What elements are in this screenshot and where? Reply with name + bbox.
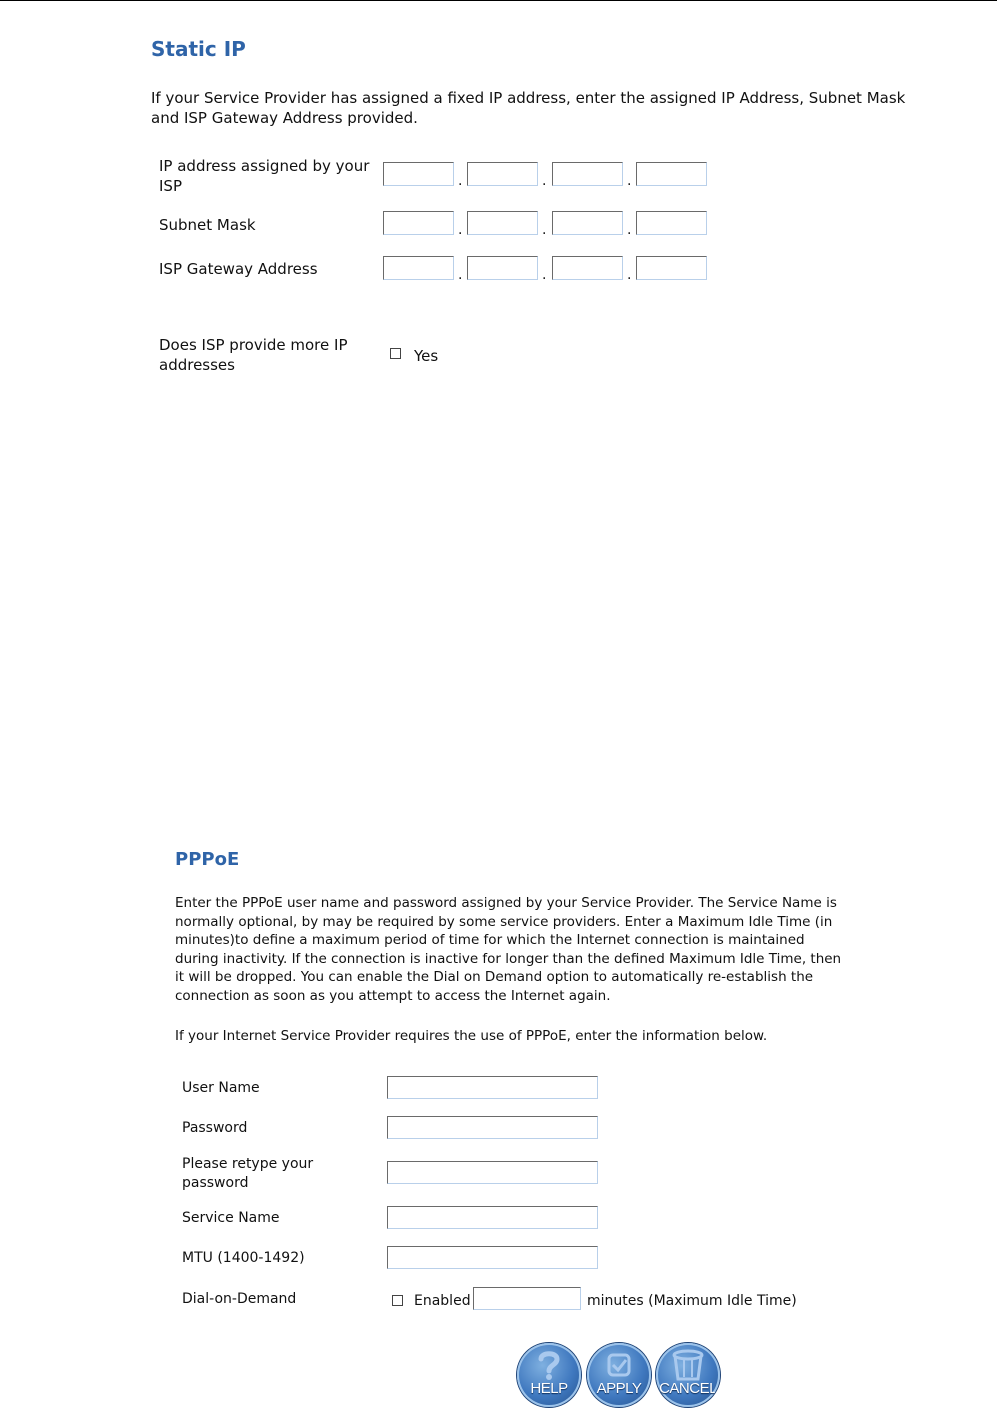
mtu-label: MTU (1400-1492) (182, 1250, 305, 1266)
pppoe-title: PPPoE (175, 849, 240, 870)
user-name-label: User Name (182, 1080, 260, 1096)
help-button-label: HELP (530, 1380, 568, 1397)
question-mark-icon (517, 1347, 581, 1381)
ip-address-label: IP address assigned by your ISP (159, 157, 370, 195)
ip-separator: . (542, 173, 547, 189)
idle-time-input[interactable] (473, 1287, 581, 1310)
password-input[interactable] (387, 1116, 598, 1139)
cancel-button-label: CANCEL (659, 1380, 717, 1397)
apply-button-label: APPLY (596, 1380, 642, 1397)
trash-can-icon (656, 1347, 720, 1381)
service-name-input[interactable] (387, 1206, 598, 1229)
subnet-separator: . (627, 222, 632, 238)
retype-password-input[interactable] (387, 1161, 598, 1184)
gateway-octet-1[interactable] (383, 256, 454, 280)
enabled-label: Enabled (414, 1293, 471, 1309)
gateway-separator: . (458, 267, 463, 283)
retype-password-label: Please retype your password (182, 1156, 314, 1191)
subnet-octet-2[interactable] (467, 211, 538, 235)
more-ip-label: Does ISP provide more IP addresses (159, 336, 348, 374)
gateway-octet-4[interactable] (636, 256, 707, 280)
subnet-separator: . (458, 222, 463, 238)
gateway-separator: . (627, 267, 632, 283)
subnet-octet-1[interactable] (383, 211, 454, 235)
subnet-separator: . (542, 222, 547, 238)
apply-icon (587, 1347, 651, 1381)
more-ip-yes-label: Yes (414, 347, 439, 365)
ip-octet-1[interactable] (383, 162, 454, 186)
static-ip-title: Static IP (151, 37, 246, 61)
pppoe-instruction: If your Internet Service Provider requires the use of PPPoE, enter the information below. (175, 1028, 768, 1044)
gateway-octet-3[interactable] (552, 256, 623, 280)
ip-octet-4[interactable] (636, 162, 707, 186)
cancel-button[interactable] (656, 1343, 720, 1407)
dial-on-demand-checkbox[interactable] (392, 1295, 403, 1306)
subnet-octet-3[interactable] (552, 211, 623, 235)
gateway-separator: . (542, 267, 547, 283)
help-button[interactable] (517, 1343, 581, 1407)
ip-separator: . (627, 173, 632, 189)
gateway-octet-2[interactable] (467, 256, 538, 280)
top-divider (0, 0, 997, 1)
subnet-octet-4[interactable] (636, 211, 707, 235)
ip-octet-3[interactable] (552, 162, 623, 186)
ip-octet-2[interactable] (467, 162, 538, 186)
idle-time-suffix: minutes (Maximum Idle Time) (587, 1293, 797, 1309)
more-ip-checkbox[interactable] (390, 348, 401, 359)
user-name-input[interactable] (387, 1076, 598, 1099)
gateway-label: ISP Gateway Address (159, 260, 318, 278)
password-label: Password (182, 1120, 248, 1136)
dial-on-demand-label: Dial-on-Demand (182, 1291, 297, 1307)
ip-separator: . (458, 173, 463, 189)
pppoe-description: Enter the PPPoE user name and password assigned by your Service Provider. The Service Name is normally optional, by may be required by some service providers. Enter a Maximum Idle Time (in minutes)to define a maximum period of time for which the Internet connection is maintained during inactivity. If the connection is inactive for longer than the defined Maximum Idle Time, then it will be dropped. You can enable the Dial on Demand option to automatically re-establish the connection as soon as you attempt to access the Internet again. (175, 895, 842, 1004)
service-name-label: Service Name (182, 1210, 280, 1226)
mtu-input[interactable] (387, 1246, 598, 1269)
static-ip-description: If your Service Provider has assigned a fixed IP address, enter the assigned IP Address, Subnet Mask and ISP Gateway Address provided. (151, 89, 906, 127)
subnet-mask-label: Subnet Mask (159, 216, 256, 234)
apply-button[interactable] (587, 1343, 651, 1407)
